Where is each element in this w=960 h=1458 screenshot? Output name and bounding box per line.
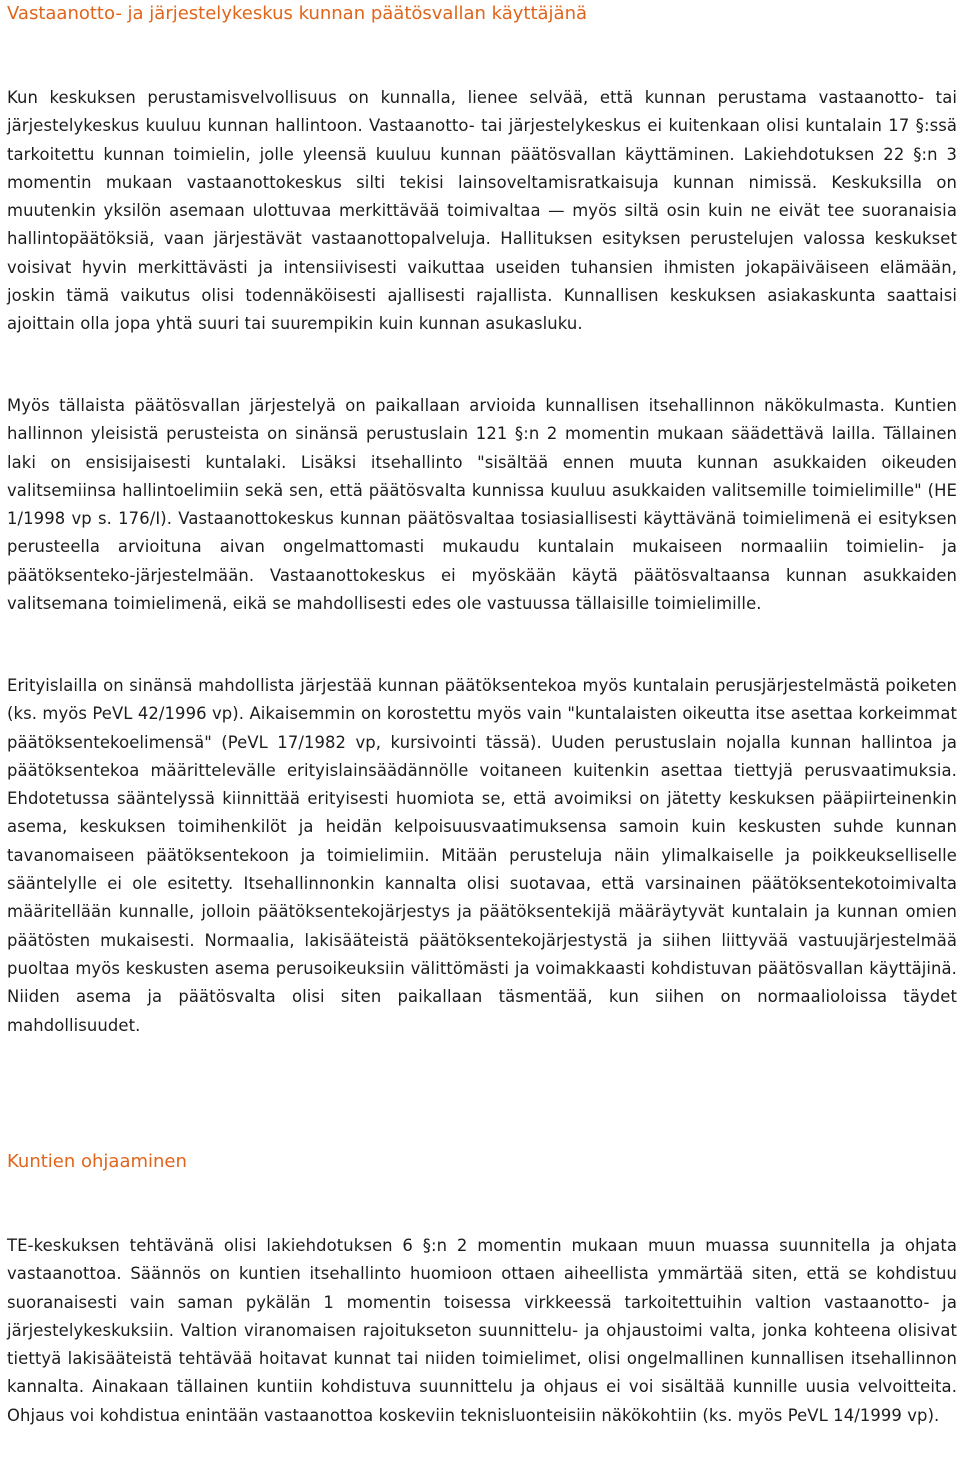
section-heading-municipal-guidance: Kuntien ohjaaminen <box>7 1151 187 1172</box>
paragraph: TE-keskuksen tehtävänä olisi lakiehdotuksen 6 §:n 2 momentin mukaan muun muassa suunnitella ja ohjata vastaanottoa. Säännös on kuntien itsehallinto huomioon ottaen aiheellista ymmärtää siten, että se kohdistuu suoranaisesti vain saman pykälän 1 momentin toisessa virkkeessä tarkoitettuihin valtion vastaanotto- ja järjestelykeskuksiin. Valtion viranomaisen rajoitukseton suunnittelu- ja ohjaustoimi valta, jonka kohteena olisivat tiettyä lakisääteistä tehtävää hoitavat kunnat tai niiden toimielimet, olisi ongelmallinen kunnallisen itsehallinnon kannalta. Ainakaan tällainen kuntiin kohdistuva suunnittelu ja ohjaus ei voi sisältää kunnille uusia velvoitteita. Ohjaus voi kohdistua enintään vastaanottoa koskeviin teknisluonteisiin näkökohtiin (ks. myös PeVL 14/1999 vp). <box>7 1236 957 1425</box>
paragraph: Erityislailla on sinänsä mahdollista järjestää kunnan päätöksentekoa myös kuntalain perusjärjestelmästä poiketen (ks. myös PeVL 42/1996 vp). Aikaisemmin on korostettu myös vain "kuntalaisten oikeutta itse asettaa korkeimmat päätöksentekoelimensä" (PeVL 17/1982 vp, kursivointi tässä). Uuden perustuslain nojalla kunnan hallintoa ja päätöksentekoa määrittelevälle erityislainsäädännölle voitaneen kuitenkin asettaa tiettyjä perusvaatimuksia. Ehdotetussa sääntelyssä kiinnittää erityisesti huomiota se, että avoimiksi on jätetty keskuksen pääpiirteinenkin asema, keskuksen toimihenkilöt ja heidän kelpoisuusvaatimuksensa samoin kuin keskusten suhde kunnan tavanomaiseen päätöksentekoon ja toimielimiin. Mitään perusteluja näin ylimalkaiselle ja poikkeukselliselle sääntelylle ei ole esitetty. Itsehallinnonkin kannalta olisi suotavaa, että varsinainen päätöksentekotoimivalta määritellään kunnalle, jolloin päätöksentekojärjestys ja päätöksentekijä määräytyvät kuntalain ja kunnan omien päätösten mukaisesti. Normaalia, lakisääteistä päätöksentekojärjestystä ja siihen liittyvää vastuujärjestelmää puoltaa myös keskusten asema perusoikeuksiin välittömästi ja voimakkaasti kohdistuvan päätösvallan käyttäjinä. Niiden asema ja päätösvalta olisi siten paikallaan täsmentää, kun siihen on normaalioloissa täydet mahdollisuudet. <box>7 676 957 1035</box>
paragraph: Kun keskuksen perustamisvelvollisuus on kunnalla, lienee selvää, että kunnan perustama vastaanotto- tai järjestelykeskus kuuluu kunnan hallintoon. Vastaanotto- tai järjestelykeskus ei kuitenkaan olisi kuntalain 17 §:ssä tarkoitettu kunnan toimielin, jolle yleensä kuuluu kunnan päätösvallan käyttäminen. Lakiehdotuksen 22 §:n 3 momentin mukaan vastaanottokeskus silti tekisi lainsoveltamisratkaisuja kunnan nimissä. Keskuksilla on muutenkin yksilön asemaan ulottuvaa merkittävää toimivaltaa — myös siltä osin kuin ne eivät tee suoranaisia hallintopäätöksiä, vaan järjestävät vastaanottopalveluja. Hallituksen esityksen perustelujen valossa keskukset voisivat hyvin merkittävästi ja intensiivisesti vaikuttaa useiden tuhansien ihmisten jokapäiväiseen elämään, joskin tämä vaikutus olisi todennäköisesti ajallisesti rajallista. Kunnallisen keskuksen asiakaskunta saattaisi ajoittain olla jopa yhtä suuri tai suurempikin kuin kunnan asukasluku. <box>7 88 957 334</box>
section-heading-reception-centre: Vastaanotto- ja järjestelykeskus kunnan päätösvallan käyttäjänä <box>7 3 588 24</box>
paragraph: Myös tällaista päätösvallan järjestelyä on paikallaan arvioida kunnallisen itsehallinnon näkökulmasta. Kuntien hallinnon yleisistä perusteista on sinänsä perustuslain 121 §:n 2 momentin mukaan säädettävä lailla. Tällainen laki on ensisijaisesti kuntalaki. Lisäksi itsehallinto "sisältää ennen muuta kunnan asukkaiden oikeuden valitsemiinsa hallintoelimiin sekä sen, että päätösvalta kunnissa kuuluu asukkaiden valitsemille toimielimille" (HE 1/1998 vp s. 176/I). Vastaanottokeskus kunnan päätösvaltaa tosiasiallisesti käyttävänä toimielimenä ei esityksen perusteella arvioituna aivan ongelmattomasti mukaudu kuntalain mukaiseen normaaliin toimielin- ja päätöksenteko-järjestelmään. Vastaanottokeskus ei myöskään käytä päätösvaltaansa kunnan asukkaiden valitsemana toimielimenä, eikä se mahdollisesti edes ole vastuussa tällaisille toimielimille. <box>7 396 957 614</box>
